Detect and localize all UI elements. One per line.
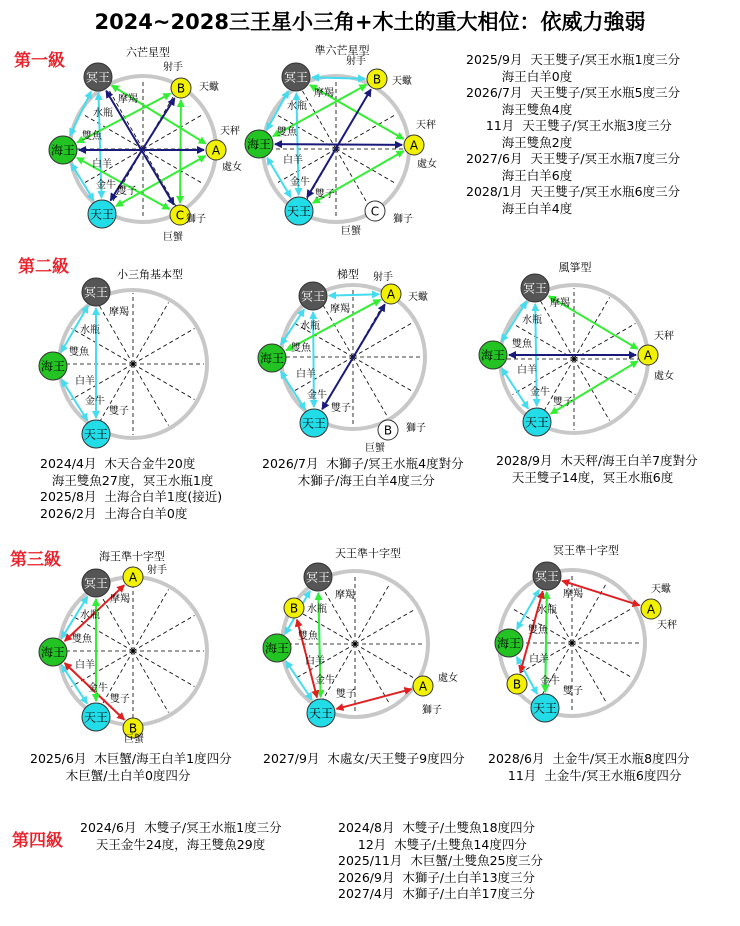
sign-aquarius: 水瓶 [287, 101, 307, 112]
sign-aries: 白羊 [529, 654, 549, 665]
neptune-planet-3-label: 海王 [40, 359, 66, 374]
planet-A-8-label: A [646, 602, 656, 617]
uranus-planet-5-label: 天王 [524, 415, 550, 430]
link-neptune-uranus [71, 164, 93, 201]
sign-taurus: 金牛 [290, 177, 310, 188]
sign-taurus: 金牛 [307, 390, 327, 401]
sign-scorpio: 天蠍 [651, 584, 671, 595]
planet-A-2-label: A [409, 138, 419, 153]
sign-pisces: 雙魚 [82, 131, 102, 142]
uranus-planet-4-label: 天王 [301, 416, 327, 431]
sign-scorpio: 天蠍 [392, 76, 412, 87]
planet-B-4-label: B [383, 423, 393, 438]
sign-aries: 白羊 [92, 159, 112, 170]
uranus-planet-label: 天王 [89, 207, 115, 222]
diagram-title-kite: 風箏型 [558, 261, 592, 274]
sign-cancer: 巨蟹 [124, 734, 144, 745]
sign-leo: 獅子 [393, 214, 413, 225]
sign-scorpio: 天蠍 [199, 82, 219, 93]
sign-pisces: 雙魚 [528, 625, 548, 636]
notes-kite: 2028/9月 木天秤/海王白羊7度對分 天王雙子14度，冥王水瓶6度 [496, 453, 698, 485]
sign-scorpio: 天蠍 [408, 292, 428, 303]
sign-gemini: 雙子 [315, 189, 335, 200]
neptune-planet-8-label: 海王 [496, 636, 522, 651]
link-B-C [180, 100, 181, 203]
notes-level-1: 2025/9月 天王雙子/冥王水瓶1度三分 海王白羊0度 2026/7月 天王雙子/冥王水瓶5度三分 海王雙魚4度 11月 天王雙子/冥王水瓶3度三分 海王雙魚2度 2027/6月 天王雙子/冥王水瓶7度三分 海王白羊6度 2028/1月 天王雙子/冥王水瓶6度三分 海王白羊4度 [466, 52, 681, 216]
sign-gemini: 雙子 [110, 694, 130, 705]
notes-neptune-cross: 2025/6月 木巨蟹/海王白羊1度四分 木巨蟹/土白羊0度四分 [30, 751, 232, 783]
neptune-planet-5-label: 海王 [480, 348, 506, 363]
sign-pisces: 雙魚 [291, 343, 311, 354]
sign-sagittarius: 射手 [163, 62, 183, 73]
pluto-planet-3-label: 冥王 [83, 285, 109, 300]
sign-sagittarius: 射手 [346, 56, 366, 67]
diagram-neptune-cross [39, 563, 207, 745]
level-4-label: 第四級 [12, 831, 63, 851]
uranus-planet-7-label: 天王 [308, 706, 334, 721]
sign-gemini: 雙子 [553, 397, 573, 408]
sign-capricorn: 摩羯 [335, 590, 355, 601]
pluto-planet-2-label: 冥王 [283, 70, 309, 85]
sign-gemini: 雙子 [331, 403, 351, 414]
sign-leo: 獅子 [422, 705, 442, 716]
diagram-trapezoid [258, 270, 428, 454]
sign-taurus: 金牛 [315, 675, 335, 686]
planet-A-7-label: A [418, 679, 428, 694]
sign-taurus: 金牛 [85, 396, 105, 407]
sign-gemini: 雙子 [117, 186, 137, 197]
pluto-planet-7-label: 冥王 [305, 570, 331, 585]
sign-virgo: 處女 [438, 673, 458, 684]
link-pluto-neptune [267, 91, 289, 130]
neptune-planet-label: 海王 [50, 143, 76, 158]
sign-libra: 天秤 [220, 126, 240, 137]
sign-pisces: 雙魚 [72, 634, 92, 645]
neptune-planet-4-label: 海王 [259, 351, 285, 366]
sign-aquarius: 水瓶 [522, 315, 542, 326]
sign-capricorn: 摩羯 [118, 94, 138, 105]
sign-libra: 天秤 [657, 620, 677, 631]
sign-cancer: 巨蟹 [163, 232, 183, 243]
uranus-planet-3-label: 天王 [83, 427, 109, 442]
sign-taurus: 金牛 [96, 180, 116, 191]
diagram-basic [39, 278, 207, 448]
sign-capricorn: 摩羯 [314, 88, 334, 99]
sign-aries: 白羊 [75, 660, 95, 671]
planet-A-5-label: A [643, 348, 653, 363]
sign-leo: 獅子 [186, 214, 206, 225]
diagram-pluto-cross [495, 562, 677, 722]
sign-gemini: 雙子 [109, 406, 129, 417]
neptune-planet-7-label: 海王 [264, 641, 290, 656]
link-pluto-neptune [517, 590, 539, 629]
sign-aries: 白羊 [283, 155, 303, 166]
sign-virgo: 處女 [654, 371, 674, 382]
sign-aquarius: 水瓶 [80, 325, 100, 336]
sign-pisces: 雙魚 [277, 127, 297, 138]
link-B-uranus [307, 89, 371, 197]
level-1-label: 第一級 [14, 51, 65, 71]
planet-A-label: A [211, 143, 221, 158]
pluto-planet-4-label: 冥王 [300, 289, 326, 304]
planet-A-6-label: A [128, 570, 138, 585]
diagram-title-basic: 小三角基本型 [117, 268, 183, 281]
sign-pisces: 雙魚 [69, 347, 89, 358]
notes-trapezoid: 2026/7月 木獅子/冥王水瓶4度對分 木獅子/海王白羊4度三分 [262, 456, 464, 488]
sign-aquarius: 水瓶 [307, 604, 327, 615]
link-pluto-B [312, 77, 365, 78]
planet-B-8-label: B [512, 677, 522, 692]
page-title: 2024~2028三王星小三角+木土的重大相位：依威力強弱 [94, 10, 646, 34]
planet-C-2-label: C [370, 204, 380, 219]
planet-A-4-label: A [386, 287, 396, 302]
sign-libra: 天秤 [654, 331, 674, 342]
sign-aries: 白羊 [296, 369, 316, 380]
sign-capricorn: 摩羯 [330, 304, 350, 315]
link-pluto-A [329, 294, 379, 295]
diagram-hexagram [49, 60, 242, 243]
sign-gemini: 雙子 [563, 686, 583, 697]
sign-aquarius: 水瓶 [80, 610, 100, 621]
planet-B-label: B [176, 81, 186, 96]
sign-aquarius: 水瓶 [537, 605, 557, 616]
notes-basic: 2024/4月 木天合金牛20度 海王雙魚27度，冥王水瓶1度 2025/8月 土海合白羊1度(接近) 2026/2月 土海合白羊0度 [40, 456, 223, 521]
planet-B-6-label: B [128, 721, 138, 736]
notes-pluto-cross: 2028/6月 土金牛/冥王水瓶8度四分 11月 土金牛/冥王水瓶6度四分 [488, 751, 690, 783]
diagram-uranus-cross [263, 563, 458, 727]
sign-taurus: 金牛 [530, 387, 550, 398]
sign-taurus: 金牛 [540, 676, 560, 687]
uranus-planet-6-label: 天王 [83, 710, 109, 725]
sign-pisces: 雙魚 [512, 339, 532, 350]
diagram-quasi-hexagram [245, 54, 437, 237]
level-2-label: 第二級 [18, 257, 69, 277]
sign-cancer: 巨蟹 [341, 226, 361, 237]
uranus-planet-8-label: 天王 [532, 701, 558, 716]
sign-taurus: 金牛 [88, 683, 108, 694]
neptune-planet-2-label: 海王 [246, 137, 272, 152]
pluto-planet-5-label: 冥王 [522, 281, 548, 296]
sign-capricorn: 摩羯 [550, 298, 570, 309]
planet-B-2-label: B [372, 72, 382, 87]
sign-virgo: 處女 [417, 159, 437, 170]
notes-uranus-cross: 2027/9月 木處女/天王雙子9度四分 [263, 751, 465, 766]
sign-aries: 白羊 [305, 656, 325, 667]
pluto-planet-8-label: 冥王 [534, 569, 560, 584]
diagram-title-quasi-hexagram: 準六芒星型 [314, 44, 370, 57]
sign-gemini: 雙子 [336, 689, 356, 700]
planet-B-7-label: B [289, 601, 299, 616]
pluto-planet-6-label: 冥王 [83, 576, 109, 591]
sign-aries: 白羊 [75, 376, 95, 387]
link-pluto-neptune [70, 91, 91, 135]
diagram-title-hexagram: 六芒星型 [126, 46, 170, 59]
sign-libra: 天秤 [416, 120, 436, 131]
sign-virgo: 處女 [222, 162, 242, 173]
diagram-title-trapezoid: 梯型 [337, 268, 359, 281]
pluto-planet-label: 冥王 [85, 70, 111, 85]
sign-aquarius: 水瓶 [93, 108, 113, 119]
sign-cancer: 巨蟹 [365, 443, 385, 454]
sign-sagittarius: 射手 [147, 565, 167, 576]
sign-leo: 獅子 [406, 423, 426, 434]
sign-capricorn: 摩羯 [109, 307, 129, 318]
notes-level-4b: 2024/8月 木雙子/土雙魚18度四分 12月 木雙子/土雙魚14度四分 2025/11月 木巨蟹/土雙魚25度三分 2026/9月 木獅子/土白羊13度三分 2027/4月 木獅子/土白羊17度三分 [338, 820, 543, 901]
diagram-title-neptune-cross: 海王準十字型 [99, 550, 165, 563]
sign-aries: 白羊 [517, 365, 537, 376]
sign-capricorn: 摩羯 [110, 594, 130, 605]
uranus-planet-2-label: 天王 [286, 204, 312, 219]
sign-aquarius: 水瓶 [300, 321, 320, 332]
sign-capricorn: 摩羯 [563, 589, 583, 600]
diagram-title-uranus-cross: 天王準十字型 [335, 547, 401, 560]
notes-level-4a: 2024/6月 木雙子/冥王水瓶1度三分 天王金牛24度，海王雙魚29度 [80, 820, 282, 852]
sign-sagittarius: 射手 [373, 272, 393, 283]
planet-C-label: C [175, 208, 185, 223]
diagram-kite [479, 274, 674, 436]
sign-pisces: 雙魚 [298, 631, 318, 642]
level-3-label: 第三級 [10, 550, 61, 570]
diagram-title-pluto-cross: 冥王準十字型 [553, 544, 619, 557]
neptune-planet-6-label: 海王 [40, 645, 66, 660]
